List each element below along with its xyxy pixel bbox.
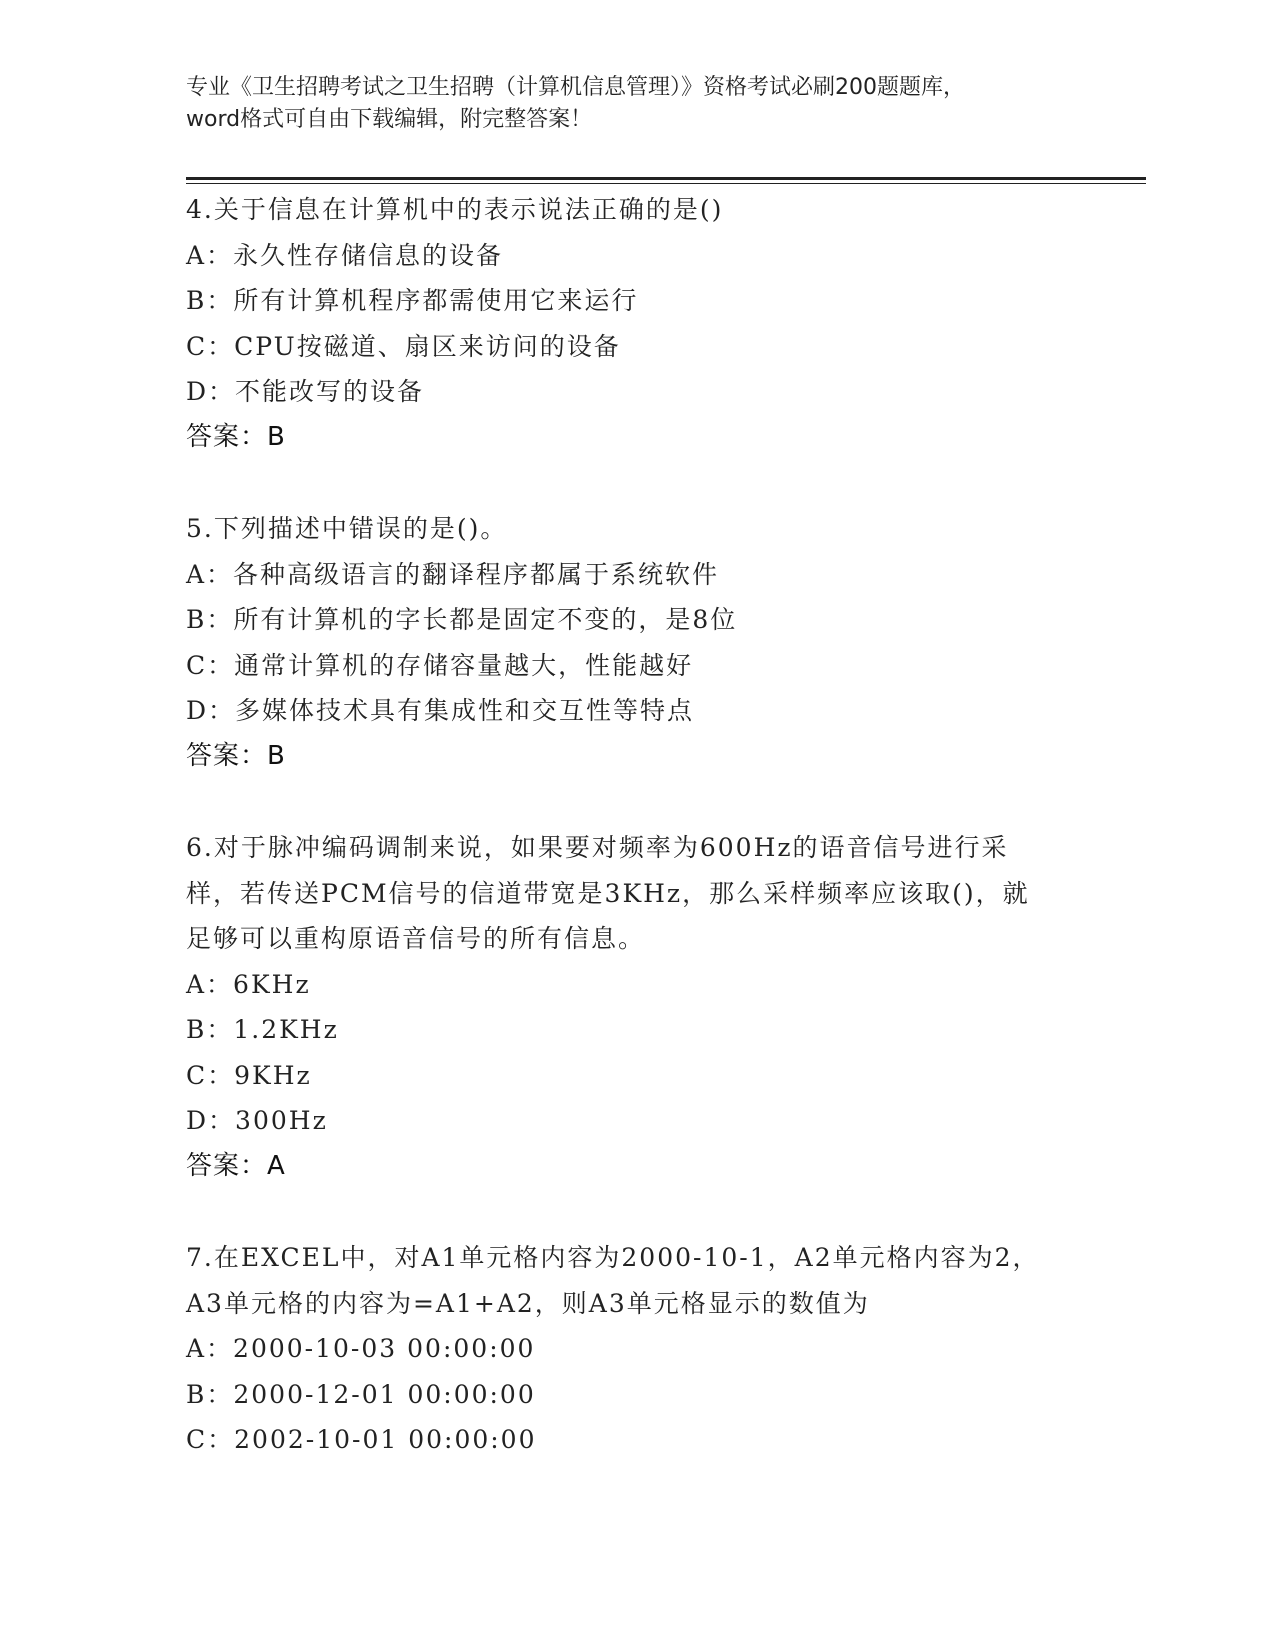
question-stem-line: 5.下列描述中错误的是()。: [186, 514, 508, 543]
question-stem-line: 4.关于信息在计算机中的表示说法正确的是(): [186, 195, 724, 224]
answer-text: 答案：B: [186, 421, 286, 452]
answer-text: 答案：A: [186, 1150, 286, 1181]
question-stem: [186, 506, 1086, 552]
option-a: A：各种高级语言的翻译程序都属于系统软件: [186, 559, 720, 589]
option-a: A：2000-10-03 00:00:00: [186, 1334, 536, 1363]
question-list: [186, 187, 1086, 1463]
document-header: [186, 72, 1086, 136]
question-stem-line: 足够可以重构原语音信号的所有信息。: [186, 924, 646, 953]
header-title-line-2: word格式可自由下载编辑，附完整答案！: [186, 107, 593, 132]
option-d: D：不能改写的设备: [186, 377, 425, 406]
option-a: A：永久性存储信息的设备: [186, 240, 504, 270]
option-b: B：所有计算机程序都需使用它来运行: [186, 286, 639, 315]
question-stem-line: 7.在EXCEL中，对A1单元格内容为2000-10-1，A2单元格内容为2，: [186, 1243, 1040, 1272]
question-stem-line: A3单元格的内容为=A1+A2，则A3单元格显示的数值为: [186, 1288, 870, 1318]
question-stem: [186, 1235, 1086, 1326]
option-c: C：通常计算机的存储容量越大，性能越好: [186, 650, 694, 680]
question-stem: [186, 187, 1086, 233]
option-a: A：6KHz: [186, 969, 311, 999]
question-stem-line: 样，若传送PCM信号的信道带宽是3KHz，那么采样频率应该取()，就: [186, 878, 1030, 908]
answer-text: 答案：B: [186, 740, 286, 771]
question-stem-line: 6.对于脉冲编码调制来说，如果要对频率为600Hz的语音信号进行采: [186, 833, 1009, 862]
header-title-line-1: 专业《卫生招聘考试之卫生招聘（计算机信息管理）》资格考试必刷200题题库，: [186, 75, 965, 100]
question-6: [186, 825, 1086, 1189]
option-c: C：9KHz: [186, 1060, 312, 1090]
option-b: B：所有计算机的字长都是固定不变的，是8位: [186, 605, 738, 634]
option-b: B：2000-12-01 00:00:00: [186, 1379, 536, 1409]
header-rule-thick: [186, 177, 1146, 180]
question-5: [186, 506, 1086, 779]
option-d: D：多媒体技术具有集成性和交互性等特点: [186, 696, 695, 725]
question-4: [186, 187, 1086, 460]
option-d: D：300Hz: [186, 1106, 328, 1135]
option-c: C：CPU按磁道、扇区来访问的设备: [186, 331, 621, 361]
option-c: C：2002-10-01 00:00:00: [186, 1425, 537, 1454]
question-stem: [186, 825, 1086, 962]
header-rule-thin: [186, 183, 1146, 184]
question-7: [186, 1235, 1086, 1463]
option-b: B：1.2KHz: [186, 1015, 339, 1044]
